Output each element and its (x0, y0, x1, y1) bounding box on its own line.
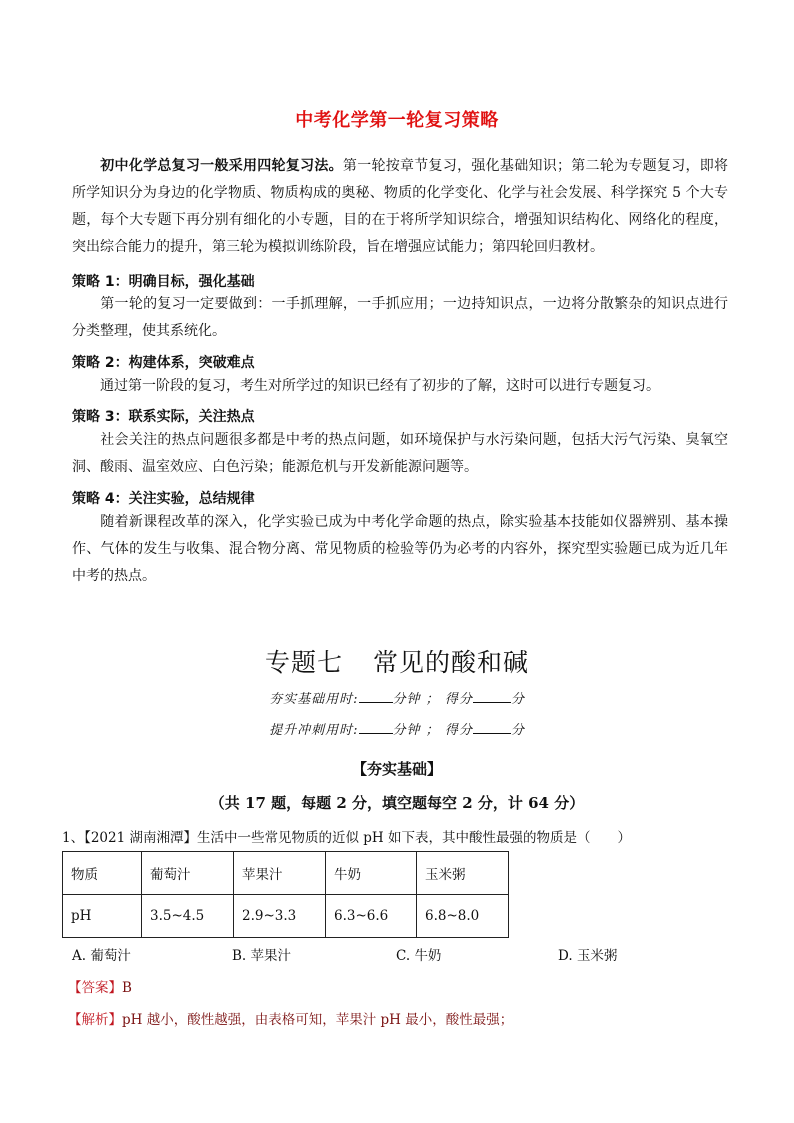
option-letter: A. (72, 948, 87, 964)
analysis-line (68, 1008, 513, 1028)
option-b[interactable] (232, 944, 291, 964)
strategy-4-body (72, 509, 728, 590)
analysis-label: 【解析】 (68, 1012, 122, 1028)
strategy-1-text: 第一轮的复习一定要做到：一手抓理解，一手抓应用；一边持知识点，一边将分散繁杂的知识点进行分类整理，使其系统化。 (72, 296, 728, 339)
score-blank[interactable] (473, 690, 511, 703)
timing-line-basic (0, 688, 794, 707)
option-text: 玉米粥 (576, 948, 618, 964)
timing-line-advanced (0, 719, 794, 738)
minutes-blank[interactable] (359, 690, 393, 703)
analysis-text: pH 越小，酸性越强，由表格可知，苹果汁 pH 最小，酸性最强； (122, 1012, 514, 1028)
topic-name: 常见的酸和碱 (373, 648, 530, 677)
answer-value: B (122, 980, 132, 996)
minutes-unit: 分钟 (392, 723, 421, 738)
strategy-4-text: 随着新课程改革的深入，化学实验已成为中考化学命题的热点，除实验基本技能如仪器辨别、基本操作、气体的发生与收集、混合物分离、常见物质的检验等仍为必考的内容外，探究型实验题已成为近几年中考的热点。 (72, 514, 728, 584)
answer-label: 【答案】 (68, 980, 122, 996)
page-title: 中考化学第一轮复习策略 (295, 110, 499, 131)
ph-table (62, 851, 509, 938)
option-letter: B. (232, 948, 247, 964)
strategy-1-heading: 策略 1：明确目标，强化基础 (72, 274, 255, 290)
question-1-stem (62, 826, 631, 846)
option-text: 牛奶 (414, 948, 442, 964)
question-text: 生活中一些常见物质的近似 pH 如下表，其中酸性最强的物质是（ ） (197, 830, 631, 846)
timing-basic-label: 夯实基础用时: (269, 692, 359, 707)
option-text: 苹果汁 (250, 948, 292, 964)
strategy-2-body (72, 373, 728, 400)
table-cell: 6.3~6.6 (326, 895, 417, 938)
section-subheading: （共 17 题，每题 2 分，填空题每空 2 分，计 64 分） (209, 794, 585, 812)
topic-number: 专题七 (264, 648, 343, 677)
strategy-3-heading: 策略 3：联系实际，关注热点 (72, 409, 255, 425)
option-c[interactable] (396, 944, 441, 964)
option-text: 葡萄汁 (90, 948, 131, 964)
score-blank[interactable] (473, 721, 511, 734)
separator: ； (425, 723, 440, 738)
score-unit: 分 (510, 692, 525, 707)
table-cell: 3.5~4.5 (142, 895, 234, 938)
question-number: 1、 (62, 830, 85, 846)
score-label: 得分 (444, 723, 473, 738)
strategy-2-text: 通过第一阶段的复习，考生对所学过的知识已经有了初步的了解，这时可以进行专题复习。 (100, 378, 660, 394)
table-cell: 牛奶 (326, 852, 417, 895)
option-letter: C. (396, 948, 411, 964)
table-cell: 2.9~3.3 (234, 895, 326, 938)
table-cell: 物质 (63, 852, 142, 895)
table-cell: 玉米粥 (417, 852, 509, 895)
section-heading: 【夯实基础】 (351, 760, 442, 778)
option-d[interactable] (558, 944, 617, 964)
score-unit: 分 (510, 723, 525, 738)
table-cell: 6.8~8.0 (417, 895, 509, 938)
intro-paragraph (72, 153, 728, 261)
table-cell: pH (63, 895, 142, 938)
timing-advanced-label: 提升冲刺用时: (269, 723, 359, 738)
minutes-unit: 分钟 (392, 692, 421, 707)
strategy-3-text: 社会关注的热点问题很多都是中考的热点问题，如环境保护与水污染问题，包括大污气污染、臭氧空洞、酸雨、温室效应、白色污染；能源危机与开发新能源问题等。 (72, 432, 728, 475)
score-label: 得分 (444, 692, 473, 707)
table-row (63, 895, 509, 938)
table-cell: 苹果汁 (234, 852, 326, 895)
table-cell: 葡萄汁 (142, 852, 234, 895)
table-row (63, 852, 509, 895)
question-source: 【2021 湖南湘潭】 (84, 830, 197, 846)
topic-title (0, 643, 794, 679)
intro-lead: 初中化学总复习一般采用四轮复习法。 (100, 158, 343, 174)
option-letter: D. (558, 948, 573, 964)
strategy-2-heading: 策略 2：构建体系，突破难点 (72, 355, 255, 371)
separator: ； (425, 692, 440, 707)
strategy-4-heading: 策略 4：关注实验，总结规律 (72, 491, 255, 507)
strategy-3-body (72, 427, 728, 481)
intro-text: 第一轮按章节复习，强化基础知识；第二轮为专题复习，即将所学知识分为身边的化学物质、物质构成的奥秘、物质的化学变化、化学与社会发展、科学探究 5 个大专题，每个大专题下再分别有细化的小专题，目的在于将所学知识综合，增强知识结构化、网络化的程度，突出综合能力的提升，第三轮为模拟训练阶段，旨在增强应试能力；第四轮回归教材。 (72, 158, 729, 255)
minutes-blank[interactable] (359, 721, 393, 734)
answer-line (68, 976, 132, 996)
strategy-1-body (72, 291, 728, 345)
option-a[interactable] (72, 944, 131, 964)
